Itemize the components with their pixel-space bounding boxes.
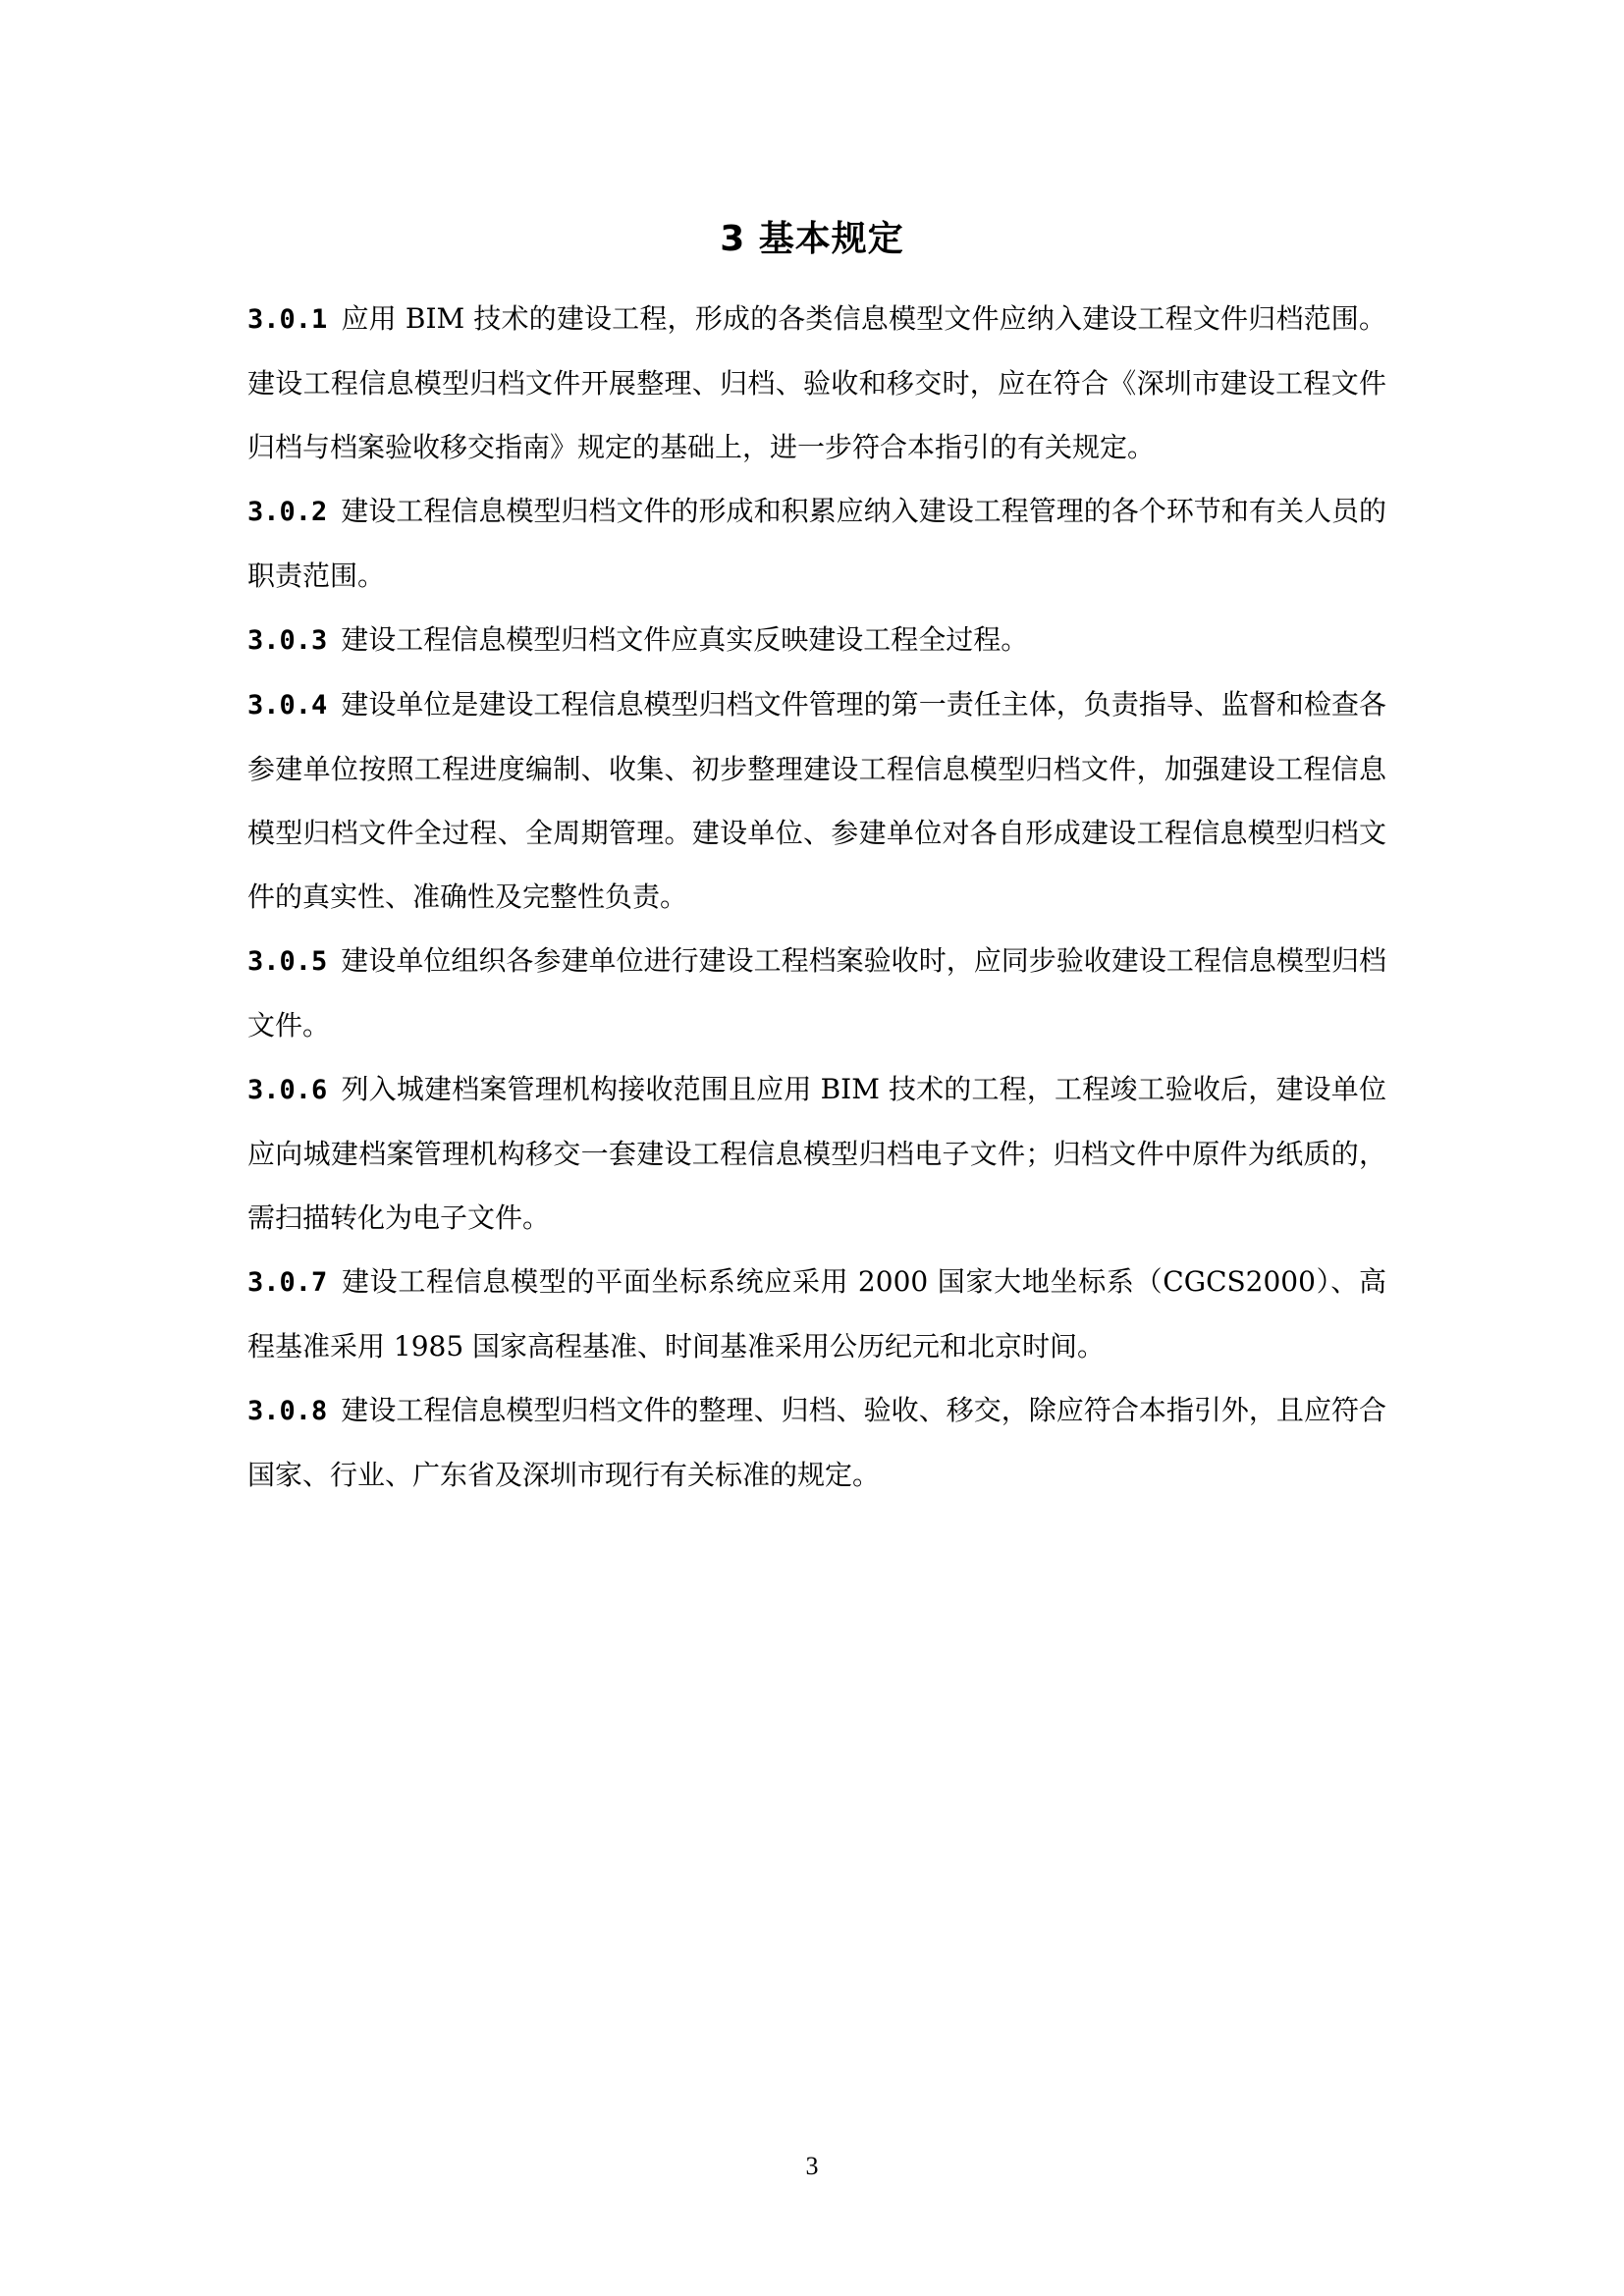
clause-3-0-6 bbox=[247, 1057, 1386, 1250]
clause-number: 3.0.3 bbox=[247, 625, 328, 656]
clause-number: 3.0.5 bbox=[247, 946, 328, 977]
clause-3-0-5 bbox=[247, 929, 1386, 1057]
page-number: 3 bbox=[805, 2152, 819, 2180]
clause-number: 3.0.2 bbox=[247, 497, 328, 527]
clause-text: 建设工程信息模型的平面坐标系统应采用 2000 国家大地坐标系（CGCS2000）、高程基准采用 1985 国家高程基准、时间基准采用公历纪元和北京时间。 bbox=[247, 1265, 1386, 1362]
clause-3-0-3 bbox=[247, 608, 1386, 672]
clause-number: 3.0.4 bbox=[247, 690, 328, 721]
clause-3-0-8 bbox=[247, 1378, 1386, 1507]
clause-text: 建设工程信息模型归档文件的整理、归档、验收、移交，除应符合本指引外，且应符合国家、行业、广东省及深圳市现行有关标准的规定。 bbox=[247, 1394, 1386, 1491]
clause-number: 3.0.8 bbox=[247, 1396, 328, 1426]
clauses-body bbox=[247, 287, 1386, 1507]
clause-3-0-1 bbox=[247, 287, 1386, 479]
clause-3-0-4 bbox=[247, 672, 1386, 929]
clause-number: 3.0.6 bbox=[247, 1075, 328, 1105]
clause-text: 建设工程信息模型归档文件的形成和积累应纳入建设工程管理的各个环节和有关人员的职责范围。 bbox=[247, 495, 1386, 592]
clause-3-0-7 bbox=[247, 1250, 1386, 1378]
clause-text: 建设单位组织各参建单位进行建设工程档案验收时，应同步验收建设工程信息模型归档文件。 bbox=[247, 944, 1386, 1041]
clause-text: 应用 BIM 技术的建设工程，形成的各类信息模型文件应纳入建设工程文件归档范围。建设工程信息模型归档文件开展整理、归档、验收和移交时，应在符合《深圳市建设工程文件归档与档案验收移交指南》规定的基础上，进一步符合本指引的有关规定。 bbox=[247, 302, 1386, 463]
clause-text: 列入城建档案管理机构接收范围且应用 BIM 技术的工程，工程竣工验收后，建设单位应向城建档案管理机构移交一套建设工程信息模型归档电子文件；归档文件中原件为纸质的，需扫描转化为电子文件。 bbox=[247, 1073, 1386, 1234]
clause-text: 建设单位是建设工程信息模型归档文件管理的第一责任主体，负责指导、监督和检查各参建单位按照工程进度编制、收集、初步整理建设工程信息模型归档文件，加强建设工程信息模型归档文件全过程、全周期管理。建设单位、参建单位对各自形成建设工程信息模型归档文件的真实性、准确性及完整性负责。 bbox=[247, 688, 1386, 913]
clause-number: 3.0.1 bbox=[247, 304, 328, 335]
clause-number: 3.0.7 bbox=[247, 1267, 328, 1298]
clause-text: 建设工程信息模型归档文件应真实反映建设工程全过程。 bbox=[341, 623, 1029, 656]
chapter-title: 3 基本规定 bbox=[720, 219, 904, 259]
clause-3-0-2 bbox=[247, 479, 1386, 608]
